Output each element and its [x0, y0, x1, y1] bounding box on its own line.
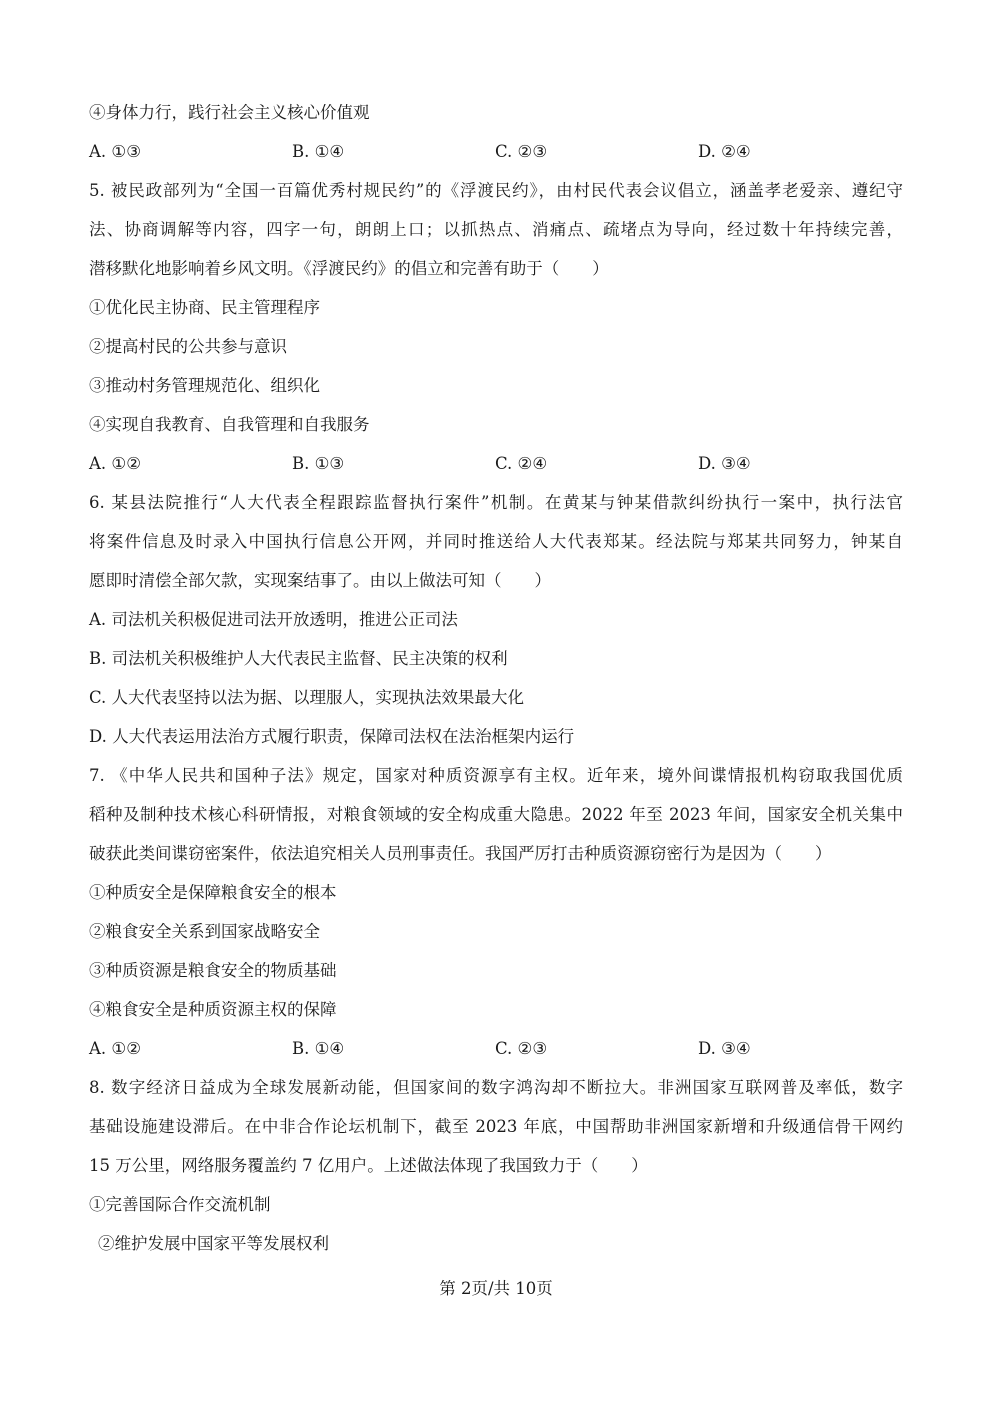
- q6-stem-line-2: 将案件信息及时录入中国执行信息公开网，并同时推送给人大代表郑某。经法院与郑某共同努力，钟某自: [89, 532, 903, 551]
- q4-option-b: B. ①④: [292, 142, 345, 161]
- q6-stem-line-3: 愿即时清偿全部欠款，实现案结事了。由以上做法可知（ ）: [89, 571, 551, 590]
- q5-stem-line-1: 5. 被民政部列为“全国一百篇优秀村规民约”的《浮渡民约》，由村民代表会议倡立，涵盖孝老爱亲、遵纪守: [89, 181, 903, 200]
- q5-item-2: ②提高村民的公共参与意识: [89, 337, 287, 356]
- q7-option-c: C. ②③: [495, 1039, 548, 1058]
- q6-choice-a: A. 司法机关积极促进司法开放透明，推进公正司法: [89, 610, 458, 629]
- q5-item-4: ④实现自我教育、自我管理和自我服务: [89, 415, 370, 434]
- q8-stem-line-1: 8. 数字经济日益成为全球发展新动能，但国家间的数字鸿沟却不断拉大。非洲国家互联网普及率低，数字: [89, 1078, 903, 1097]
- q7-stem-line-3: 破获此类间谍窃密案件，依法追究相关人员刑事责任。我国严厉打击种质资源窃密行为是因为（ ）: [89, 844, 832, 863]
- q7-option-b: B. ①④: [292, 1039, 345, 1058]
- q5-stem-line-2: 法、协商调解等内容，四字一句，朗朗上口；以抓热点、消痛点、疏堵点为导向，经过数十年持续完善，: [89, 220, 903, 239]
- q7-option-d: D. ③④: [698, 1039, 751, 1058]
- q7-option-a: A. ①②: [89, 1039, 141, 1058]
- page-footer: 第 2页/共 10页: [439, 1279, 553, 1298]
- q5-option-b: B. ①③: [292, 454, 345, 473]
- q6-choice-d: D. 人大代表运用法治方式履行职责，保障司法权在法治框架内运行: [89, 727, 575, 746]
- q6-choice-c: C. 人大代表坚持以法为据、以理服人，实现执法效果最大化: [89, 688, 525, 707]
- q6-stem-line-1: 6. 某县法院推行“人大代表全程跟踪监督执行案件”机制。在黄某与钟某借款纠纷执行一案中，执行法官: [89, 493, 903, 512]
- q7-item-3: ③种质资源是粮食安全的物质基础: [89, 961, 337, 980]
- q4-item-4: ④身体力行，践行社会主义核心价值观: [89, 103, 370, 122]
- q4-option-c: C. ②③: [495, 142, 548, 161]
- q8-stem-line-2: 基础设施建设滞后。在中非合作论坛机制下，截至 2023 年底，中国帮助非洲国家新增和升级通信骨干网约: [89, 1117, 903, 1136]
- q5-option-a: A. ①②: [89, 454, 141, 473]
- q7-item-4: ④粮食安全是种质资源主权的保障: [89, 1000, 337, 1019]
- q8-stem-line-3: 15 万公里，网络服务覆盖约 7 亿用户。上述做法体现了我国致力于（ ）: [89, 1156, 648, 1175]
- q7-item-2: ②粮食安全关系到国家战略安全: [89, 922, 320, 941]
- q4-option-d: D. ②④: [698, 142, 751, 161]
- q7-stem-line-1: 7. 《中华人民共和国种子法》规定，国家对种质资源享有主权。近年来，境外间谍情报机构窃取我国优质: [89, 766, 903, 785]
- q6-choice-b: B. 司法机关积极维护人大代表民主监督、民主决策的权利: [89, 649, 508, 668]
- q5-item-3: ③推动村务管理规范化、组织化: [89, 376, 320, 395]
- q4-option-a: A. ①③: [89, 142, 141, 161]
- q8-item-2: ②维护发展中国家平等发展权利: [98, 1234, 329, 1253]
- q5-item-1: ①优化民主协商、民主管理程序: [89, 298, 320, 317]
- q5-option-c: C. ②④: [495, 454, 548, 473]
- q7-stem-line-2: 稻种及制种技术核心科研情报，对粮食领域的安全构成重大隐患。2022 年至 2023 年间，国家安全机关集中: [89, 805, 903, 824]
- q5-option-d: D. ③④: [698, 454, 751, 473]
- q8-item-1: ①完善国际合作交流机制: [89, 1195, 271, 1214]
- q7-item-1: ①种质安全是保障粮食安全的根本: [89, 883, 337, 902]
- q5-stem-line-3: 潜移默化地影响着乡风文明。《浮渡民约》的倡立和完善有助于（ ）: [89, 259, 609, 278]
